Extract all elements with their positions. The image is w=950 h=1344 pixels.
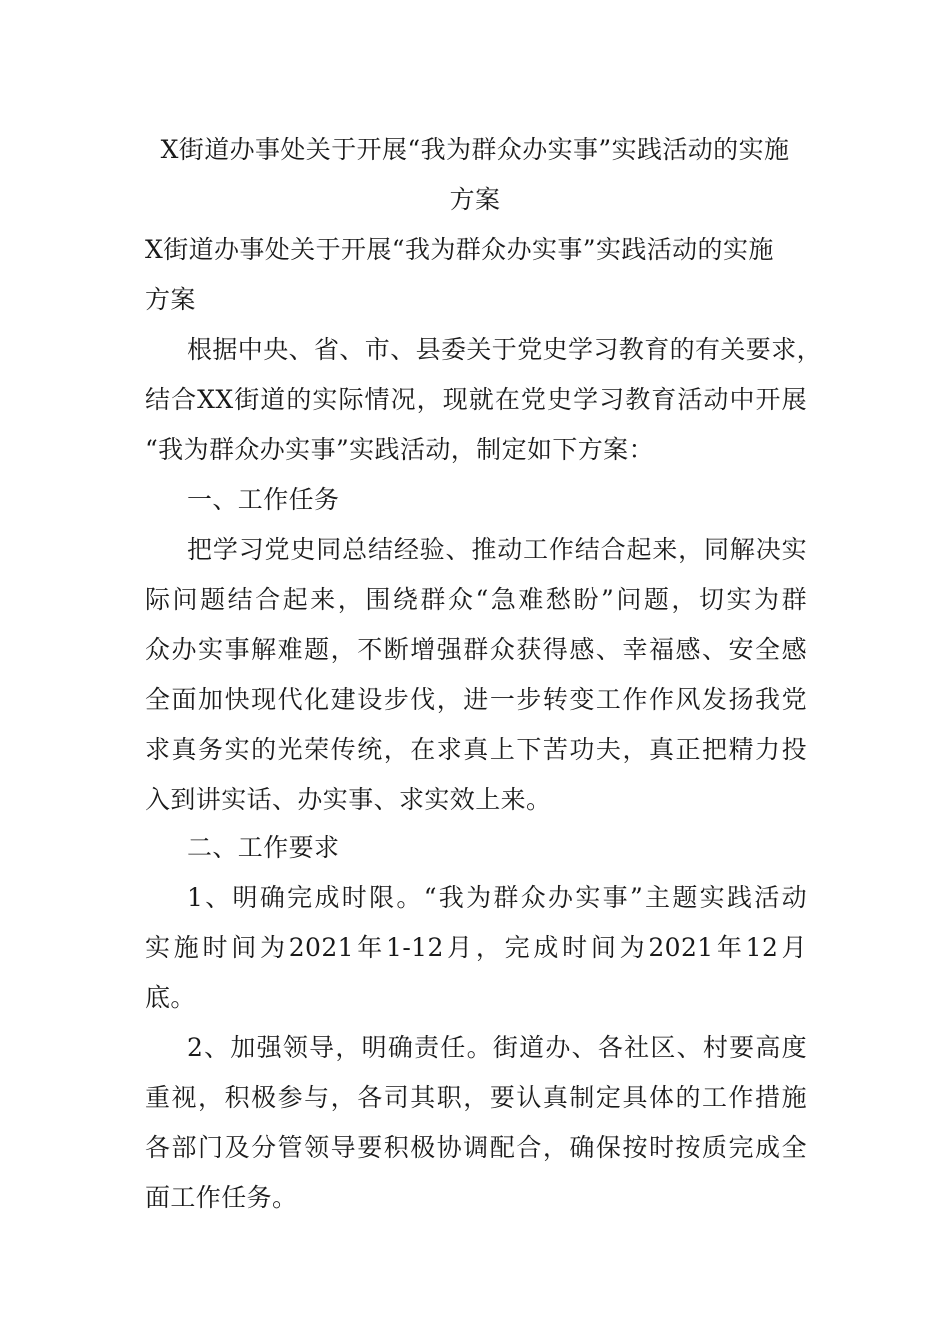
section1-line-6: 入到讲实话、办实事、求实效上来。 xyxy=(145,785,552,814)
subtitle-line-2: 方案 xyxy=(145,285,196,314)
item2-line-1: 2、加强领导，明确责任。街道办、各社区、村要高度 xyxy=(187,1033,807,1062)
intro-line-2: 结合XX街道的实际情况，现就在党史学习教育活动中开展 xyxy=(145,385,807,414)
item1-line-3: 底。 xyxy=(145,983,196,1012)
intro-line-3: “我为群众办实事”实践活动，制定如下方案： xyxy=(145,435,654,464)
section1-line-1: 把学习党史同总结经验、推动工作结合起来，同解决实 xyxy=(187,535,807,564)
intro-line-1: 根据中央、省、市、县委关于党史学习教育的有关要求， xyxy=(187,335,823,364)
item2-line-2: 重视，积极参与，各司其职，要认真制定具体的工作措施 xyxy=(145,1083,807,1112)
section1-line-5: 求真务实的光荣传统，在求真上下苦功夫，真正把精力投 xyxy=(145,735,807,764)
title-line-1: X街道办事处关于开展“我为群众办实事”实践活动的实施 xyxy=(160,135,790,164)
item1-line-1: 1、明确完成时限。“我为群众办实事”主题实践活动 xyxy=(187,883,807,912)
title-line-2: 方案 xyxy=(449,185,501,214)
item1-line-2: 实施时间为2021年1-12月，完成时间为2021年12月 xyxy=(145,933,807,962)
section1-line-3: 众办实事解难题，不断增强群众获得感、幸福感、安全感 xyxy=(145,635,807,664)
section1-heading: 一、工作任务 xyxy=(187,485,340,514)
section1-line-4: 全面加快现代化建设步伐，进一步转变工作作风发扬我党 xyxy=(145,685,807,714)
item2-line-4: 面工作任务。 xyxy=(145,1183,298,1212)
item2-line-3: 各部门及分管领导要积极协调配合，确保按时按质完成全 xyxy=(145,1133,807,1162)
subtitle-line-1: X街道办事处关于开展“我为群众办实事”实践活动的实施 xyxy=(145,235,774,264)
section1-line-2: 际问题结合起来，围绕群众“急难愁盼”问题，切实为群 xyxy=(145,585,807,614)
section2-heading: 二、工作要求 xyxy=(187,833,340,862)
